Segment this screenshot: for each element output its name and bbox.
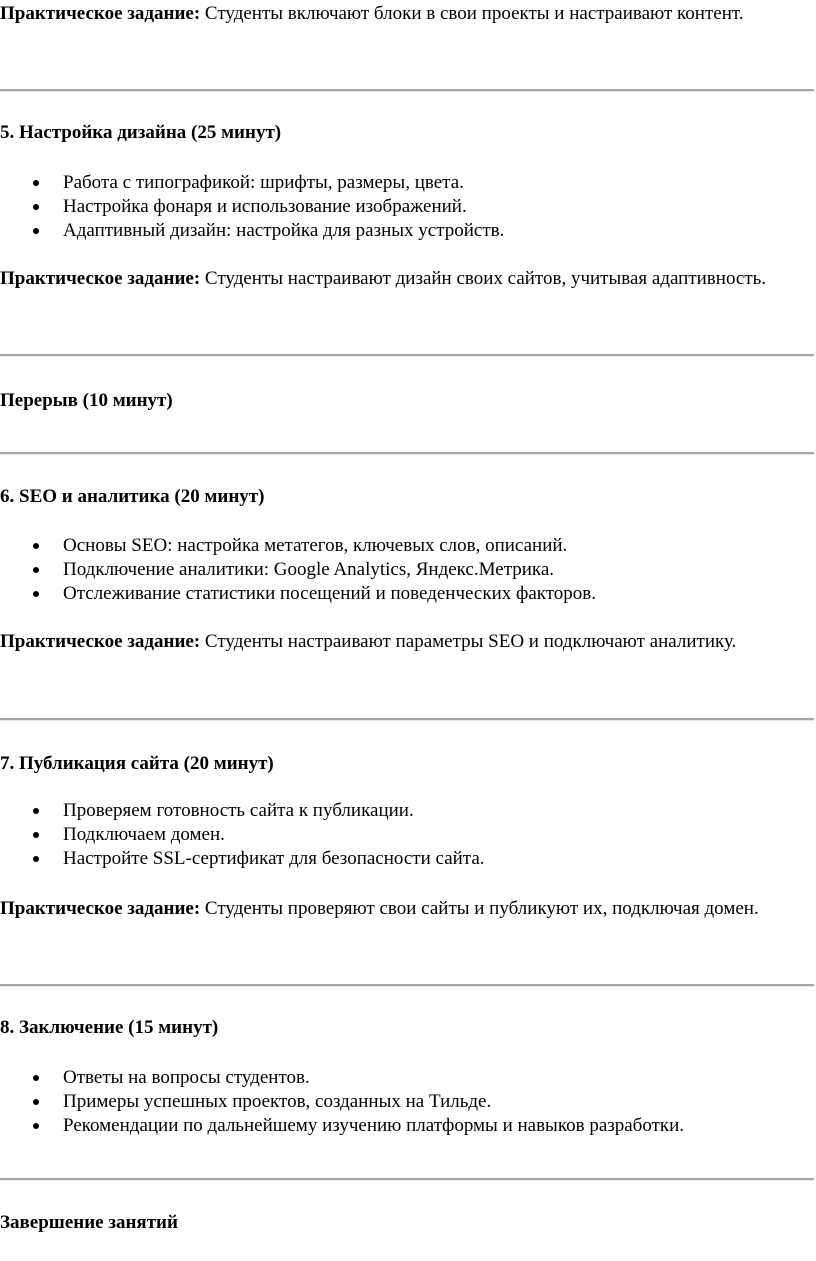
bullet-icon bbox=[33, 567, 39, 573]
practical-task-paragraph bbox=[0, 630, 800, 654]
section-heading-design: 5. Настройка дизайна (25 минут) bbox=[0, 122, 282, 143]
practical-task-text: Студенты настраивают параметры SEO и подключают аналитику. bbox=[200, 631, 737, 652]
section-heading-seo: 6. SEO и аналитика (20 минут) bbox=[0, 486, 265, 507]
bullet-icon bbox=[33, 832, 39, 838]
bullet-icon bbox=[33, 1075, 39, 1081]
bullet-icon bbox=[33, 180, 39, 186]
section-divider bbox=[0, 1178, 814, 1181]
section-divider bbox=[0, 984, 814, 987]
bullet-list-conclusion bbox=[0, 1066, 684, 1138]
practical-task-label: Практическое задание: bbox=[0, 898, 201, 919]
list-item: Подключение аналитики: Google Analytics, Яндекс.Метрика. bbox=[0, 558, 596, 582]
section-heading-publishing: 7. Публикация сайта (20 минут) bbox=[0, 753, 274, 774]
bullet-list-seo bbox=[0, 534, 596, 606]
bullet-icon bbox=[33, 1123, 39, 1129]
bullet-list-design bbox=[0, 171, 504, 243]
bullet-icon bbox=[33, 591, 39, 597]
bullet-icon bbox=[33, 1099, 39, 1105]
practical-task-paragraph bbox=[0, 267, 800, 291]
list-item: Основы SEO: настройка метатегов, ключевых слов, описаний. bbox=[0, 534, 596, 558]
list-item: Проверяем готовность сайта к публикации. bbox=[0, 799, 485, 823]
list-item: Рекомендации по дальнейшему изучению платформы и навыков разработки. bbox=[0, 1114, 684, 1138]
bullet-icon bbox=[33, 228, 39, 234]
practical-task-text: Студенты настраивают дизайн своих сайтов, учитывая адаптивность. bbox=[200, 268, 767, 289]
section-divider bbox=[0, 718, 814, 721]
practical-task-paragraph bbox=[0, 897, 800, 921]
list-item: Адаптивный дизайн: настройка для разных устройств. bbox=[0, 219, 504, 243]
bullet-icon bbox=[33, 856, 39, 862]
section-heading-conclusion: 8. Заключение (15 минут) bbox=[0, 1017, 219, 1038]
section-heading-completion: Завершение занятий bbox=[0, 1212, 178, 1233]
bullet-icon bbox=[33, 204, 39, 210]
list-item: Ответы на вопросы студентов. bbox=[0, 1066, 684, 1090]
section-heading-break: Перерыв (10 минут) bbox=[0, 390, 173, 411]
practical-task-label: Практическое задание: bbox=[0, 268, 201, 289]
practical-task-label: Практическое задание: bbox=[0, 3, 201, 24]
section-divider bbox=[0, 452, 814, 455]
bullet-list-publishing bbox=[0, 799, 485, 871]
list-item: Примеры успешных проектов, созданных на Тильде. bbox=[0, 1090, 684, 1114]
list-item: Подключаем домен. bbox=[0, 823, 485, 847]
section-divider bbox=[0, 354, 814, 357]
practical-task-text: Студенты включают блоки в свои проекты и настраивают контент. bbox=[200, 3, 744, 24]
bullet-icon bbox=[33, 808, 39, 814]
list-item: Работа с типографикой: шрифты, размеры, цвета. bbox=[0, 171, 504, 195]
list-item: Настройка фонаря и использование изображений. bbox=[0, 195, 504, 219]
practical-task-text: Студенты проверяют свои сайты и публикуют их, подключая домен. bbox=[200, 898, 759, 919]
bullet-icon bbox=[33, 543, 39, 549]
list-item: Настройте SSL-сертификат для безопасности сайта. bbox=[0, 847, 485, 871]
practical-task-paragraph bbox=[0, 2, 800, 26]
practical-task-label: Практическое задание: bbox=[0, 631, 201, 652]
list-item: Отслеживание статистики посещений и поведенческих факторов. bbox=[0, 582, 596, 606]
section-divider bbox=[0, 89, 814, 92]
